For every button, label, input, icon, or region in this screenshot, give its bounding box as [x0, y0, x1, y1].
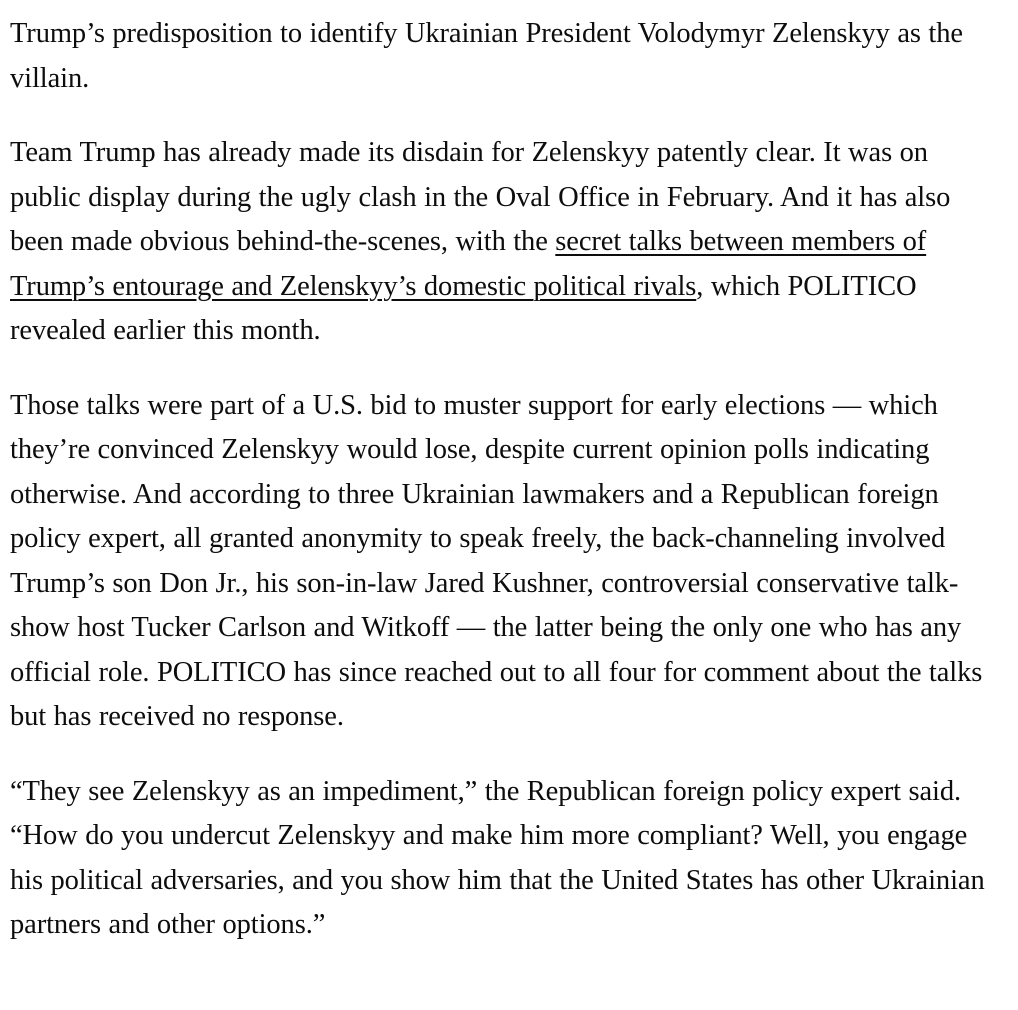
paragraph-text: , which POLITICO revealed earlier this month.: [10, 270, 917, 346]
article-paragraph-4: [10, 770, 1006, 948]
article-paragraph-2: [10, 131, 1006, 354]
paragraph-text: Team Trump has already made its disdain for Zelenskyy patently clear. It was on public display during the ugly clash in the Oval Office in February. And it has also been made obvious behind-the-scenes, with the: [10, 137, 951, 257]
article-paragraph-1: [10, 12, 1006, 101]
paragraph-text: Trump’s predisposition to identify Ukrainian President Volodymyr Zelenskyy as the villain.: [10, 18, 963, 94]
secret-talks-link[interactable]: secret talks between members of Trump’s entourage and Zelenskyy’s domestic political rivals: [10, 226, 927, 302]
paragraph-text: Those talks were part of a U.S. bid to muster support for early elections — which they’re convinced Zelenskyy would lose, despite current opinion polls indicating otherwise. And according to three Ukrainian lawmakers and a Republican foreign policy expert, all granted anonymity to speak freely, the back-channeling involved Trump’s son Don Jr., his son-in-law Jared Kushner, controversial conservative talk-show host Tucker Carlson and Witkoff — the latter being the only one who has any official role. POLITICO has since reached out to all four for comment about the talks but has received no response.: [10, 389, 983, 732]
article-paragraph-3: [10, 384, 1006, 740]
article-body: [0, 12, 1018, 948]
paragraph-text: “They see Zelenskyy as an impediment,” the Republican foreign policy expert said. “How do you undercut Zelenskyy and make him more compliant? Well, you engage his political adversaries, and you show him that the United States has other Ukrainian partners and other options.”: [10, 775, 985, 940]
